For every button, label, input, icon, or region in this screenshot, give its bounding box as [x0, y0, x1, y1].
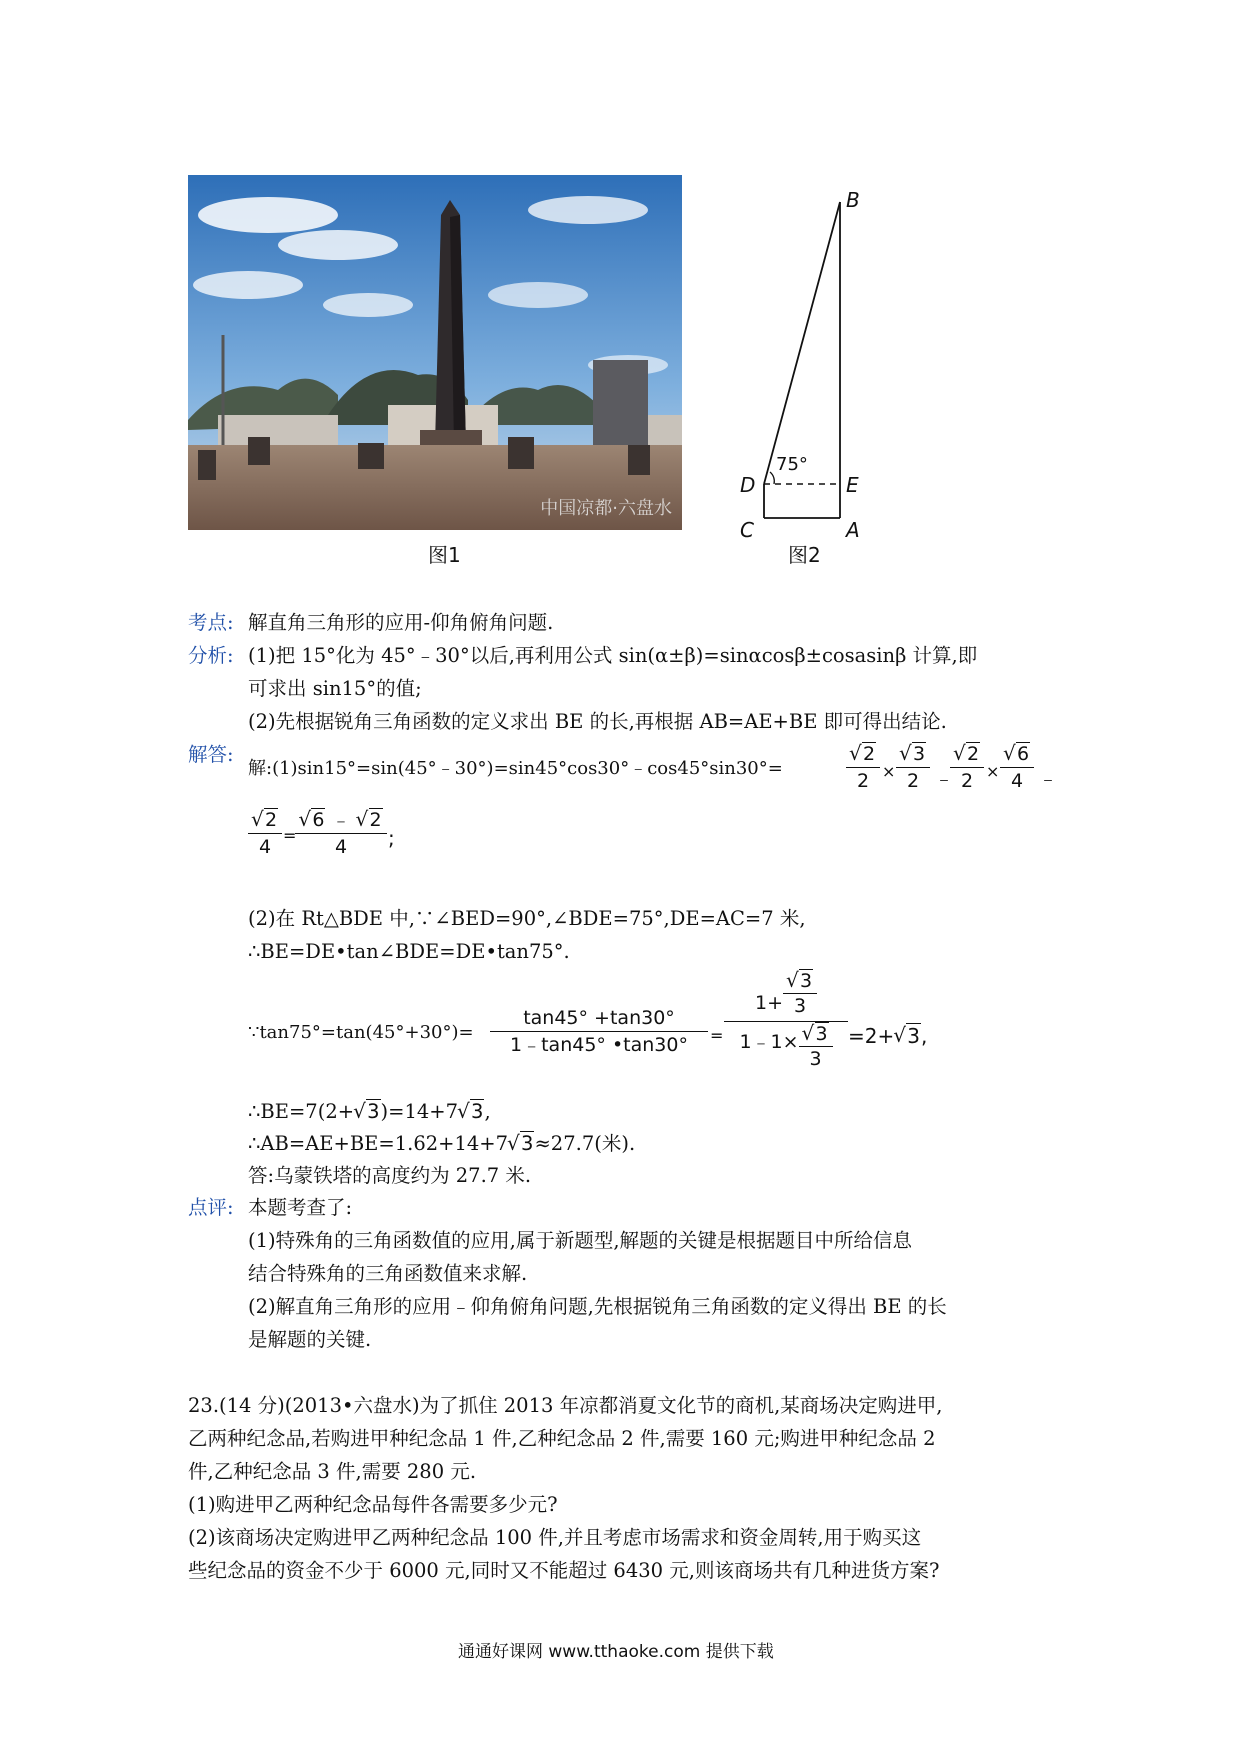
segment-BD: [764, 202, 840, 484]
label-B: B: [846, 188, 860, 212]
label-angle-75: 75°: [776, 454, 808, 475]
jieda-part2-line2: ∴BE=DE•tan∠BDE=DE•tan75°.: [248, 940, 570, 963]
problem23-line1: 23.(14 分)(2013•六盘水)为了抓住 2013 年凉都消夏文化节的商机,某商场决定购进甲,: [188, 1394, 943, 1417]
tan-result: =2+√ 3,: [848, 1024, 927, 1048]
problem23-line2: 乙两种纪念品,若购进甲种纪念品 1 件,乙种纪念品 2 件,需要 160 元;购进甲种纪念品 2: [188, 1427, 936, 1450]
frac-sqrt6-over-4: √ 6 4: [1000, 742, 1034, 793]
problem23-line3: 件,乙种纪念品 3 件,需要 280 元.: [188, 1460, 477, 1483]
equals-2: =: [710, 1026, 724, 1045]
figure1-caption: 图1: [428, 543, 461, 567]
frac-sqrt2-over-4: √ 2 4: [248, 808, 282, 859]
dianping-p2-line2: 是解题的关键.: [248, 1328, 372, 1351]
dianping-p2-line1: (2)解直角三角形的应用﹣仰角俯角问题,先根据锐角三角函数的定义得出 BE 的长: [248, 1295, 947, 1318]
dianping-label: 点评:: [188, 1196, 234, 1219]
frac-sqrt2-over-2-a: √ 2 2: [846, 742, 880, 793]
jieda-part1-prefix: 解:(1)sin15°=sin(45°﹣30°)=sin45°cos30°﹣cos45°sin30°=: [248, 758, 783, 779]
kaodian-label: 考点:: [188, 611, 234, 634]
figure2-caption: 图2: [788, 543, 821, 567]
minus-1: ﹣: [934, 766, 954, 790]
times-1: ×: [882, 762, 896, 781]
frac-sqrt3-over-2: √ 3 2: [896, 742, 930, 793]
angle-arc: [770, 472, 774, 484]
frac-tan-sum: tan45° +tan30° 1﹣tan45° •tan30°: [490, 1006, 708, 1057]
frac-sqrt2-over-2-b: √ 2 2: [950, 742, 984, 793]
jieda-label: 解答:: [188, 743, 234, 766]
label-A: A: [846, 518, 860, 542]
answer-line: 答:乌蒙铁塔的高度约为 27.7 米.: [248, 1164, 532, 1187]
label-C: C: [740, 518, 754, 542]
frac-sqrt6-minus-sqrt2-over-4: √ 6 ﹣ √ 2 4: [295, 808, 387, 859]
photo-watermark: 中国凉都·六盘水: [540, 498, 672, 519]
problem23-line4: (1)购进甲乙两种纪念品每件各需要多少元?: [188, 1493, 558, 1516]
kaodian-text: 解直角三角形的应用-仰角俯角问题.: [248, 611, 554, 634]
monument-photo: [188, 175, 682, 530]
tan-prefix: ∵tan75°=tan(45°+30°)=: [248, 1022, 474, 1043]
problem23-line5: (2)该商场决定购进甲乙两种纪念品 100 件,并且考虑市场需求和资金周转,用于购买这: [188, 1526, 922, 1549]
ab-line: ∴AB=AE+BE=1.62+14+7√ 3≈27.7(米).: [248, 1134, 635, 1154]
fenxi-line3: (2)先根据锐角三角函数的定义求出 BE 的长,再根据 AB=AE+BE 即可得出结论.: [248, 710, 947, 733]
problem23-line6: 些纪念品的资金不少于 6000 元,同时又不能超过 6430 元,则该商场共有几种进货方案?: [188, 1559, 940, 1582]
minus-2: ﹣: [1038, 766, 1058, 790]
be-line: ∴BE=7(2+√ 3)=14+7√ 3,: [248, 1102, 491, 1122]
semicolon: ;: [388, 826, 395, 850]
label-E: E: [846, 473, 859, 497]
frac-complex: 1+ √ $\frac{3}{3}$ 1﹣1× √ $\frac{3}{3}$: [724, 970, 848, 1077]
label-D: D: [740, 473, 756, 497]
dianping-intro: 本题考查了:: [248, 1196, 353, 1219]
dianping-p1-line2: 结合特殊角的三角函数值来求解.: [248, 1262, 528, 1285]
footer-text: 通通好课网 www.tthaoke.com 提供下载: [458, 1642, 774, 1662]
equals-1: =: [283, 826, 297, 845]
jieda-part2-line1: (2)在 Rt△BDE 中,∵∠BED=90°,∠BDE=75°,DE=AC=7 米,: [248, 907, 806, 930]
fenxi-line2: 可求出 sin15°的值;: [248, 677, 422, 700]
fenxi-label: 分析:: [188, 644, 234, 667]
dianping-p1-line1: (1)特殊角的三角函数值的应用,属于新题型,解题的关键是根据题目中所给信息: [248, 1229, 913, 1252]
fenxi-line1: (1)把 15°化为 45°﹣30°以后,再利用公式 sin(α±β)=sinαcosβ±cosasinβ 计算,即: [248, 644, 978, 667]
times-2: ×: [986, 762, 1000, 781]
